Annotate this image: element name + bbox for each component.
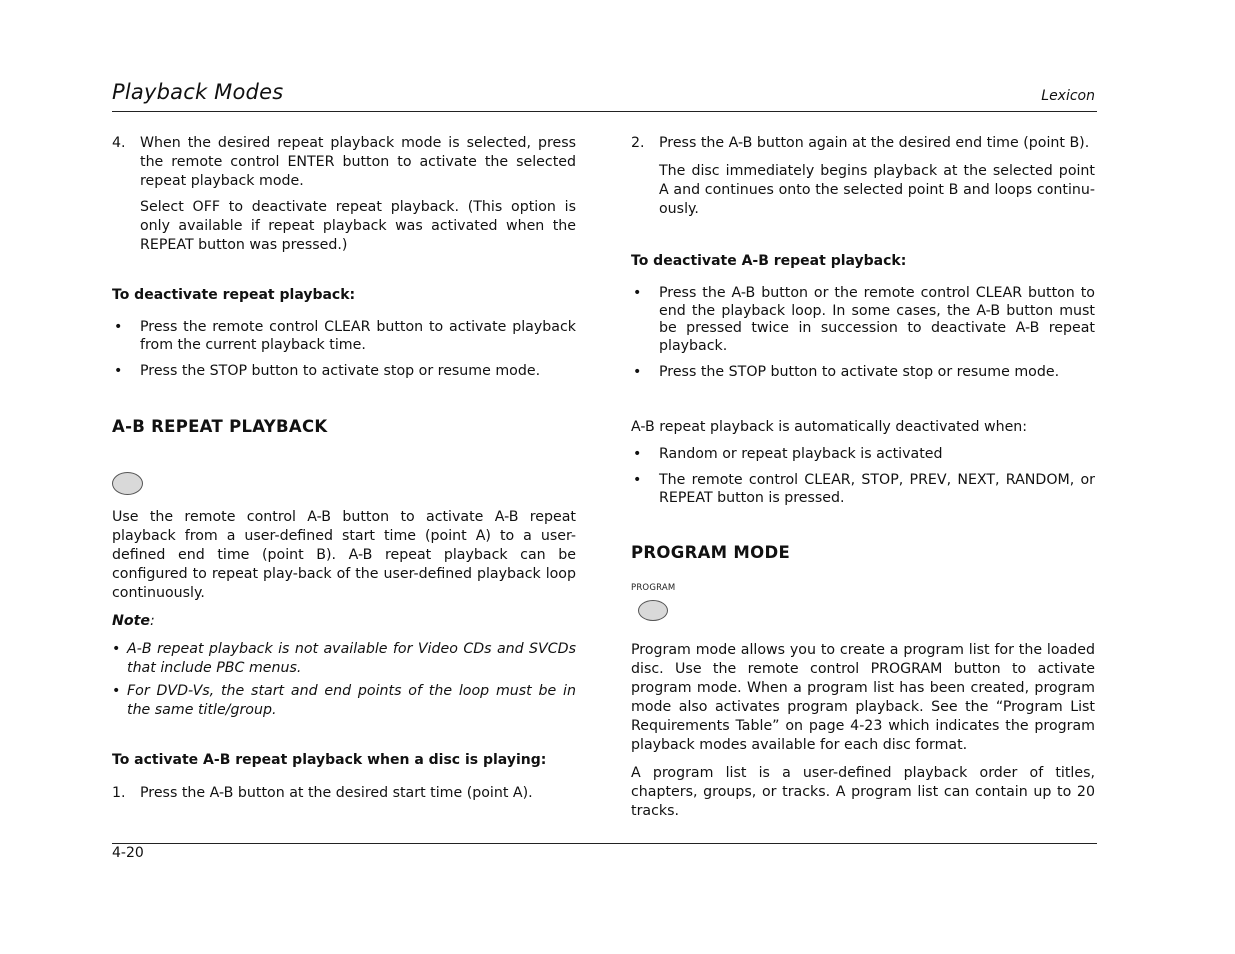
- bullet-icon: •: [114, 319, 123, 335]
- list-item-text: Press the STOP button to activate stop or resume mode.: [659, 364, 1060, 380]
- activate-ab-heading: To activate A-B repeat playback when a disc is playing:: [112, 751, 547, 768]
- note-item-text: For DVD-Vs, the start and end points of the loop must be in the same title/group.: [127, 682, 576, 718]
- step-2-note: The disc immediately begins playback at the selected point A and continues onto the selected point B and loops continu-ously.: [659, 163, 1095, 217]
- list-item: [112, 363, 576, 381]
- note-label: [112, 612, 576, 631]
- auto-deactivate-intro: A-B repeat playback is automatically deactivated when:: [631, 418, 1028, 435]
- page-number: 4-20: [112, 845, 144, 861]
- list-item-text: Press the remote control CLEAR button to activate playback from the current playback time.: [140, 319, 576, 353]
- step-number: 2.: [631, 135, 645, 151]
- bullet-icon: •: [112, 640, 121, 657]
- header-rule: [112, 111, 1097, 112]
- step-1: [112, 784, 576, 803]
- program-button-caption: PROGRAM: [631, 583, 676, 593]
- footer-rule: [112, 843, 1097, 844]
- note-item: [112, 640, 576, 678]
- bullet-icon: •: [114, 363, 123, 379]
- step-text: When the desired repeat playback mode is selected, press the remote control ENTER button to activate the selected repeat playback mode.: [140, 135, 576, 189]
- step-4-note: Select OFF to deactivate repeat playback. (This option is only available if repeat playback was activated when the REPEAT button was pressed.): [140, 199, 576, 253]
- bullet-icon: •: [633, 472, 642, 488]
- list-item: [631, 446, 1095, 464]
- bullet-icon: •: [633, 285, 642, 301]
- list-item-text: Press the STOP button to activate stop or resume mode.: [140, 363, 541, 379]
- step-number: 4.: [112, 135, 126, 151]
- note-colon: :: [150, 612, 155, 629]
- ab-intro-paragraph: Use the remote control A-B button to activate A-B repeat playback from a user-defined start time (point A) to a user-defined end time (point B). A-B repeat playback can be configured to repeat play-back of the user-defined playback loop continuously.: [112, 508, 576, 601]
- left-column: [112, 134, 576, 803]
- list-item: [631, 472, 1095, 507]
- step-2: [631, 134, 1095, 153]
- program-paragraph-2: A program list is a user-defined playback order of titles, chapters, groups, or tracks. A program list can contain up to 20 tracks.: [631, 765, 1095, 819]
- page-title: Playback Modes: [112, 80, 284, 104]
- list-item: [631, 364, 1095, 382]
- brand-name: Lexicon: [1041, 88, 1095, 104]
- list-item-text: The remote control CLEAR, STOP, PREV, NEXT, RANDOM, or REPEAT button is pressed.: [659, 472, 1095, 506]
- program-mode-section-heading: PROGRAM MODE: [631, 543, 791, 562]
- deactivate-ab-heading: To deactivate A-B repeat playback:: [631, 253, 907, 269]
- step-text: Press the A-B button at the desired start time (point A).: [140, 784, 533, 801]
- note-label-text: Note: [112, 612, 151, 629]
- list-item: [631, 285, 1095, 355]
- list-item-text: Random or repeat playback is activated: [659, 445, 943, 462]
- deactivate-repeat-heading: To deactivate repeat playback:: [112, 287, 356, 303]
- bullet-icon: •: [633, 364, 642, 380]
- program-button-figure: [631, 579, 1095, 621]
- bullet-icon: •: [112, 682, 121, 699]
- program-paragraph-1: Program mode allows you to create a program list for the loaded disc. Use the remote control PROGRAM button to activate program mode. When a program list has been created, program mode also activates program playback. See the “Program List Requirements Table” on page 4-23 which indicates the program playback modes available for each disc format.: [631, 642, 1095, 753]
- step-number: 1.: [112, 784, 126, 801]
- list-item-text: Press the A-B button or the remote control CLEAR button to end the playback loop. In some cases, the A-B button must be pressed twice in succession to deactivate A-B repeat playback.: [659, 285, 1095, 354]
- note-item-text: A-B repeat playback is not available for Video CDs and SVCDs that include PBC menus.: [127, 640, 576, 676]
- step-4: [112, 134, 576, 191]
- list-item: [112, 319, 576, 354]
- ab-repeat-section-heading: A-B REPEAT PLAYBACK: [112, 416, 328, 436]
- bullet-icon: •: [633, 445, 642, 462]
- step-text: Press the A-B button again at the desired end time (point B).: [659, 135, 1090, 151]
- note-item: [112, 682, 576, 720]
- right-column: [631, 134, 1095, 821]
- program-button-icon: [638, 600, 668, 621]
- ab-button-icon: [112, 472, 143, 495]
